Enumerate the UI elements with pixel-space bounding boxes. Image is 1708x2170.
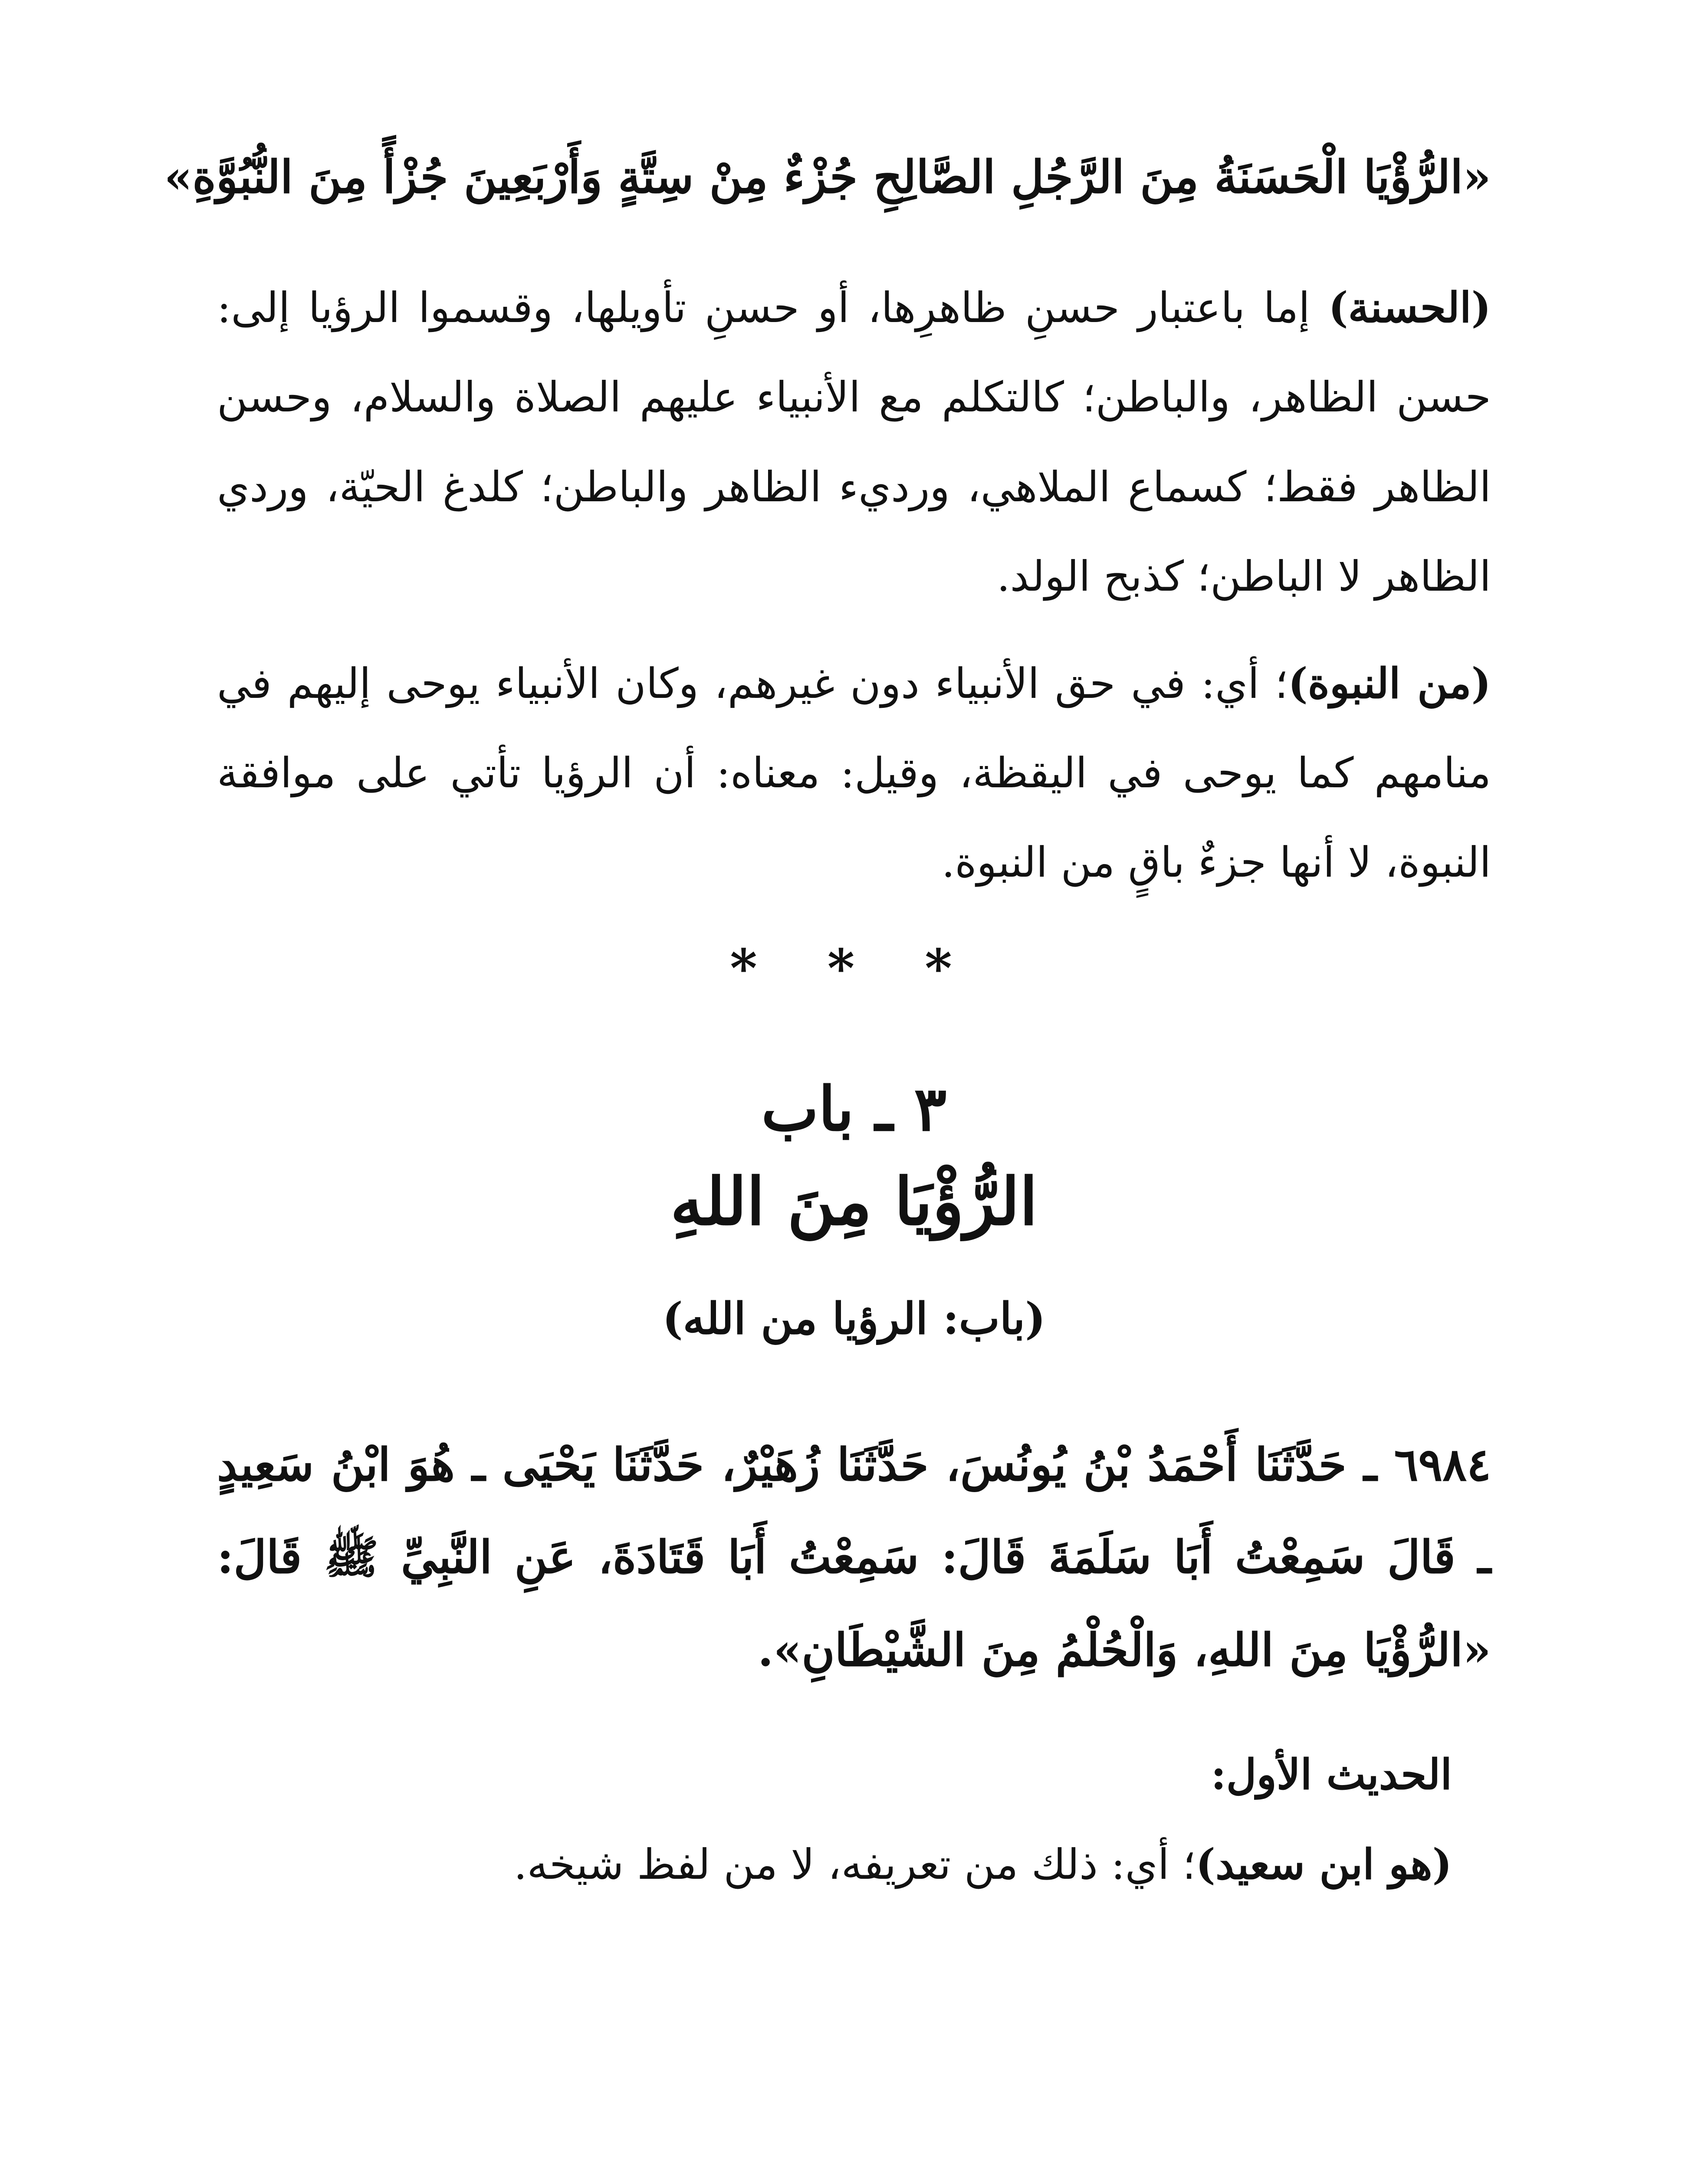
chapter-title: الرُّؤْيَا مِنَ اللهِ: [670, 1163, 1038, 1240]
commentary-term-1: (الحسنة): [1328, 283, 1491, 332]
note-term: (هو ابن سعيد): [1196, 1840, 1452, 1889]
commentary-text-1: إما باعتبار حسنِ ظاهرِها، أو حسنِ تأويلها، وقسموا الرؤيا إلى: حسن الظاهر، والباطن؛ كالتكلم مع الأنبياء عليهم الصلاة والسلام، وحسن الظاهر فقط؛ كسماع الملاهي، ورديء الظاهر والباطن؛ كلدغ الحيّة، وردي الظاهر لا الباطن؛ كذبح الولد.: [217, 283, 1491, 601]
note-paragraph: [217, 1823, 1452, 1906]
chapter-number: ٣ ـ باب: [761, 1073, 947, 1145]
hadith-number: ٦٩٨٤: [1394, 1438, 1491, 1492]
commentary-paragraph-2: [217, 639, 1491, 907]
commentary-text-2: ؛ أي: في حق الأنبياء دون غيرهم، وكان الأنبياء يوحى إليهم في منامهم كما يوحى في اليقظة، وقيل: معناه: أن الرؤيا تأتي على موافقة النبوة، لا أنها جزءٌ باقٍ من النبوة.: [217, 659, 1491, 887]
note-text: ؛ أي: ذلك من تعريفه، لا من لفظ شيخه.: [514, 1840, 1196, 1889]
hadith-text-block: [217, 1418, 1491, 1696]
commentary-term-2: (من النبوة): [1288, 658, 1491, 708]
section-separator: * * *: [730, 937, 978, 999]
chapter-subtitle: (باب: الرؤيا من الله): [662, 1293, 1046, 1345]
commentary-paragraph-1: [217, 263, 1491, 621]
hadith-text: ـ حَدَّثَنَا أَحْمَدُ بْنُ يُونُسَ، حَدَّثَنَا زُهَيْرٌ، حَدَّثَنَا يَحْيَى ـ هُوَ ابْنُ سَعِيدٍ ـ قَالَ سَمِعْتُ أَبَا سَلَمَةَ قَالَ: سَمِعْتُ أَبَا قَتَادَةَ، عَنِ النَّبِيِّ ﷺ قَالَ: «الرُّؤْيَا مِنَ اللهِ، وَالْحُلْمُ مِنَ الشَّيْطَانِ».: [217, 1438, 1491, 1677]
hadith-quote-heading: «الرُّؤْيَا الْحَسَنَةُ مِنَ الرَّجُلِ الصَّالِحِ جُزْءٌ مِنْ سِتَّةٍ وَأَرْبَعِينَ جُزْأً مِنَ النُّبُوَّةِ»: [164, 150, 1491, 204]
section-heading: الحديث الأول:: [1211, 1749, 1452, 1799]
